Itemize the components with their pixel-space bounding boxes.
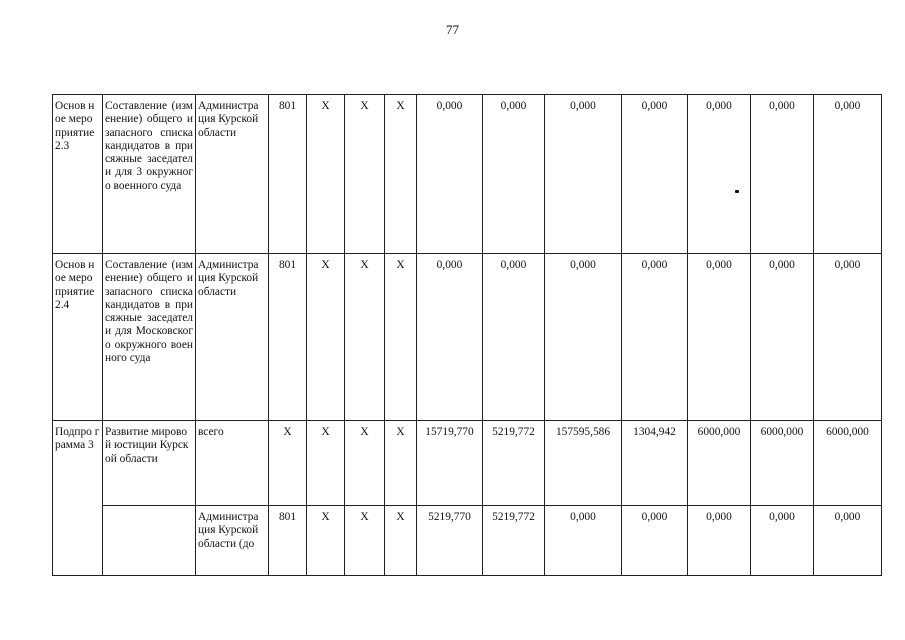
row-executor-cell: Администра ция Курской области bbox=[196, 95, 269, 254]
rz-cell: X bbox=[307, 506, 345, 576]
csr-cell: X bbox=[345, 95, 385, 254]
grbs-cell: 801 bbox=[269, 506, 307, 576]
csr-cell: X bbox=[345, 254, 385, 421]
budget-table bbox=[52, 94, 882, 576]
value-cell: 0,000 bbox=[417, 254, 483, 421]
value-cell: 0,000 bbox=[751, 506, 814, 576]
value-cell: 6000,000 bbox=[814, 421, 882, 506]
value-cell: 6000,000 bbox=[688, 421, 751, 506]
row-name-cell bbox=[103, 506, 196, 576]
vr-cell: X bbox=[385, 421, 417, 506]
value-cell: 15719,770 bbox=[417, 421, 483, 506]
row-executor-cell: Администра ция Курской области (до bbox=[196, 506, 269, 576]
rz-cell: X bbox=[307, 254, 345, 421]
row-executor-cell: всего bbox=[196, 421, 269, 506]
csr-cell: X bbox=[345, 506, 385, 576]
value-cell: 0,000 bbox=[622, 95, 688, 254]
row-executor-cell: Администра ция Курской области bbox=[196, 254, 269, 421]
rz-cell: X bbox=[307, 421, 345, 506]
value-cell: 5219,772 bbox=[483, 506, 545, 576]
value-cell: 157595,586 bbox=[545, 421, 622, 506]
value-cell: 0,000 bbox=[545, 506, 622, 576]
value-cell: 0,000 bbox=[483, 254, 545, 421]
value-cell: 0,000 bbox=[688, 254, 751, 421]
value-cell: 0,000 bbox=[688, 506, 751, 576]
table-row bbox=[53, 421, 882, 506]
value-cell: 0,000 bbox=[688, 95, 751, 254]
row-name-cell: Развитие мировой юстиции Курской области bbox=[103, 421, 196, 506]
page-number: 77 bbox=[446, 22, 459, 37]
grbs-cell: 801 bbox=[269, 254, 307, 421]
grbs-cell: 801 bbox=[269, 95, 307, 254]
value-cell: 0,000 bbox=[751, 95, 814, 254]
table-row bbox=[53, 95, 882, 254]
vr-cell: X bbox=[385, 95, 417, 254]
value-cell: 6000,000 bbox=[751, 421, 814, 506]
csr-cell: X bbox=[345, 421, 385, 506]
value-cell: 5219,772 bbox=[483, 421, 545, 506]
value-cell: 0,000 bbox=[545, 95, 622, 254]
value-cell: 0,000 bbox=[622, 254, 688, 421]
value-cell: 0,000 bbox=[814, 506, 882, 576]
row-id-cell: Подпро грамма 3 bbox=[53, 421, 103, 576]
scan-speck bbox=[735, 190, 739, 193]
value-cell: 0,000 bbox=[483, 95, 545, 254]
row-id-cell: Основ ное меро приятие 2.3 bbox=[53, 95, 103, 254]
value-cell: 0,000 bbox=[622, 506, 688, 576]
row-id-cell: Основ ное меро приятие 2.4 bbox=[53, 254, 103, 421]
table-row bbox=[53, 506, 882, 576]
value-cell: 0,000 bbox=[417, 95, 483, 254]
value-cell: 0,000 bbox=[814, 254, 882, 421]
table-row bbox=[53, 254, 882, 421]
grbs-cell: X bbox=[269, 421, 307, 506]
vr-cell: X bbox=[385, 254, 417, 421]
vr-cell: X bbox=[385, 506, 417, 576]
value-cell: 5219,770 bbox=[417, 506, 483, 576]
row-name-cell: Составление (изменение) общего и запасного списка кандидатов в присяжные заседатели для 3 окружного военного суда bbox=[103, 95, 196, 254]
value-cell: 0,000 bbox=[545, 254, 622, 421]
value-cell: 0,000 bbox=[751, 254, 814, 421]
row-name-cell: Составление (изменение) общего и запасного списка кандидатов в присяжные заседатели для Московского окружного военного суда bbox=[103, 254, 196, 421]
rz-cell: X bbox=[307, 95, 345, 254]
value-cell: 1304,942 bbox=[622, 421, 688, 506]
value-cell: 0,000 bbox=[814, 95, 882, 254]
